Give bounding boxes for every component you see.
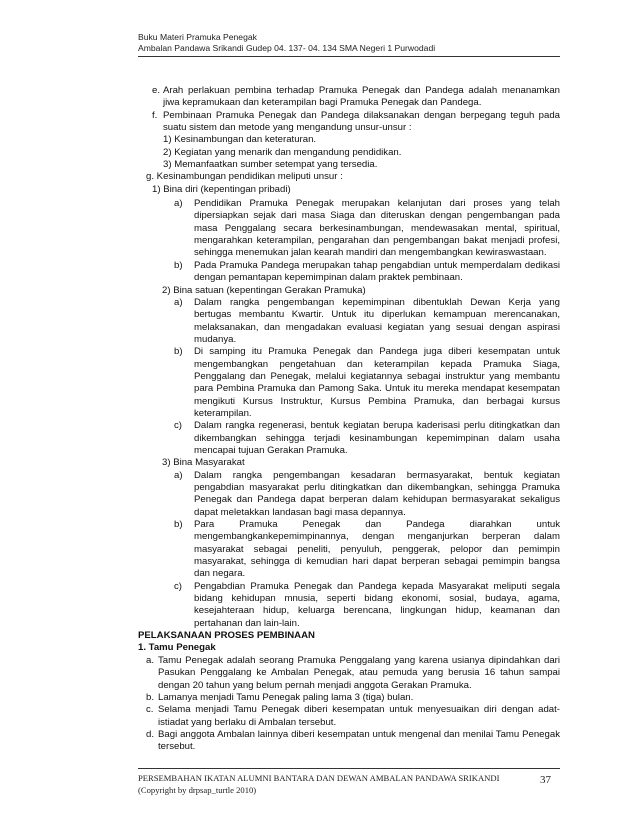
- running-header: [138, 32, 558, 54]
- item-text: Pembinaan Pramuka Penegak dan Pandega dilaksanakan dengan berpegang teguh pada suatu sistem dan metode yang mengandung unsur-unsur :: [163, 109, 560, 134]
- subsection-heading: 1. Tamu Penegak: [138, 642, 216, 654]
- sub-item-g3: 3) Bina Masyarakat: [162, 457, 245, 469]
- footer-divider: [138, 768, 560, 769]
- item-tb: [146, 692, 560, 704]
- sub-item-f2: 2) Kegiatan yang menarik dan mengandung pendidikan.: [163, 146, 402, 158]
- item-td: [146, 729, 560, 754]
- item-text: Pendidikan Pramuka Penegak merupakan kelanjutan dari proses yang telah dipersiapkan sejak dari masa Siaga dan diteruskan dengan pengembangan pada masa Penggalang secara berkesinambungan, mendewasakan mental, spiritual, mengarahkan keterampilan, pengarahan dan pengembangan bakat menjadi profesi, sehingga menemukan jalan kearah mandiri dan mengembangkan kewiraswastaan.: [194, 198, 560, 259]
- item-g: g. Kesinambungan pendidikan meliputi unsur :: [146, 171, 343, 183]
- item-label: c.: [146, 704, 154, 716]
- item-text: Bagi anggota Ambalan lainnya diberi kesempatan untuk mengenal dan menilai Tamu Penegak tersebut.: [158, 728, 560, 753]
- running-footer: [138, 772, 538, 796]
- footer-copyright: (Copyright by drpsap_turtle 2010): [138, 785, 257, 795]
- item-label: a): [174, 198, 183, 210]
- item-text: Dalam rangka pengembangan kesadaran bermasyarakat, bentuk kegiatan pengabdian masyarakat perlu ditingkatkan dan dikembangkan, sehingga Pramuka Penegak dan Pandega dapat berperan dalam kehidupan bermasyarakat sekaligus dapat meletakkan landasan bagi masa depannya.: [194, 469, 560, 518]
- item-label: f.: [152, 109, 158, 121]
- item-e: [152, 85, 560, 110]
- item-g1b: [174, 260, 560, 285]
- item-text: Para Pramuka Penegak dan Pandega diarahkan untuk mengembangkankepemimpinannya, dengan menganjurkan berperan dalam masyarakat sebagai peneliti, penyuluh, penggerak, pelopor dan pemimpin masyarakat, sehingga di kemudian hari dapat berperan sebagai pemimpin bangsa dan negara.: [194, 519, 560, 580]
- item-g1a: [174, 198, 560, 260]
- sub-item-f1: 1) Kesinambungan dan keteraturan.: [163, 134, 317, 146]
- header-book-title: Buku Materi Pramuka Penegak: [138, 32, 257, 42]
- item-label: c): [174, 580, 182, 592]
- item-g3a: [174, 470, 560, 519]
- sub-item-f3: 3) Memanfaatkan sumber setempat yang tersedia.: [163, 159, 378, 171]
- page-number: 37: [540, 774, 551, 786]
- page-body: [138, 85, 560, 754]
- item-ta: [146, 655, 560, 692]
- item-g2b: [174, 346, 560, 420]
- section-heading: PELAKSANAAN PROSES PEMBINAAN: [138, 630, 315, 642]
- item-text: Arah perlakuan pembina terhadap Pramuka Penegak dan Pandega adalah menanamkan jiwa kepramukaan dan keterampilan bagi Pramuka Penegak dan Pandega.: [163, 85, 560, 109]
- sub-item-g1: 1) Bina diri (kepentingan pribadi): [152, 183, 291, 195]
- header-unit-name: Ambalan Pandawa Srikandi Gudep 04. 137- 04. 134 SMA Negeri 1 Purwodadi: [138, 43, 436, 53]
- item-g2a: [174, 297, 560, 346]
- item-text: Pada Pramuka Pandega merupakan tahap pengabdian untuk memperdalam dedikasi dengan pemantapan kepemimpinan dalam praktek pembinaan.: [194, 259, 560, 284]
- item-text: Selama menjadi Tamu Penegak diberi kesempatan untuk menyesuaikan diri dengan adat-istiadat yang berlaku di Ambalan tersebut.: [158, 704, 560, 728]
- sub-item-g2: 2) Bina satuan (kepentingan Gerakan Pramuka): [162, 284, 366, 296]
- item-label: c): [174, 420, 182, 432]
- header-divider: [138, 56, 560, 57]
- item-text: Tamu Penegak adalah seorang Pramuka Penggalang yang karena usianya dipindahkan dari Pasukan Penggalang ke Ambalan Penegak, atau pemuda yang berusia 16 tahun sampai dengan 20 tahun yang belum pernah menjadi anggota Gerakan Pramuka.: [158, 654, 560, 691]
- item-text: Di samping itu Pramuka Penegak dan Pandega juga diberi kesempatan untuk mengembangkan pengetahuan dan keterampilan kepada Pramuka Siaga, Penggalang dan Penegak, melalui kegiatannya sebagai instruktur yang membantu para Pembina Pramuka dan Pamong Saka. Untuk itu mereka mendapat kesempatan mengikuti Kursus Instruktur, Kursus Pembina Pramuka, dan berbagai kursus keterampilan.: [194, 346, 560, 419]
- item-text: Pengabdian Pramuka Penegak dan Pandega kepada Masyarakat meliputi segala bidang kehidupan mnusia, seperti bidang ekonomi, sosial, budaya, agama, kesejahteraan hidup, keluarga berencana, lingkungan hidup, keamanan dan pertahanan dan lain-lain.: [194, 580, 560, 629]
- item-label: a.: [146, 654, 155, 666]
- item-label: a): [174, 296, 183, 308]
- item-text: Dalam rangka pengembangan kepemimpinan dibentuklah Dewan Kerja yang bertugas membantu Kwartir. Untuk itu diperlukan kemampuan merencanakan, melaksanakan, dan mengadakan evaluasi kegiatan yang sesuai dengan aspirasi mudanya.: [194, 296, 560, 345]
- item-label: b): [174, 259, 183, 271]
- item-label: b): [174, 519, 183, 531]
- item-label: a): [174, 469, 183, 481]
- item-g3b: [174, 519, 560, 581]
- footer-dedication: PERSEMBAHAN IKATAN ALUMNI BANTARA DAN DEWAN AMBALAN PANDAWA SRIKANDI: [138, 773, 500, 783]
- item-label: b): [174, 346, 183, 358]
- item-text: Dalam rangka regenerasi, bentuk kegiatan berupa kaderisasi perlu ditingkatkan dan dikembangkan sehingga terjadi kesinambungan kepemimpinan dalam usaha mencapai tujuan Gerakan Pramuka.: [194, 420, 560, 456]
- item-g2c: [174, 420, 560, 457]
- item-f: [152, 110, 560, 135]
- item-label: b.: [146, 691, 155, 703]
- item-tc: [146, 704, 560, 729]
- item-label: d.: [146, 728, 155, 740]
- item-label: e.: [152, 85, 161, 96]
- item-text: Lamanya menjadi Tamu Penegak paling lama 3 (tiga) bulan.: [158, 691, 414, 703]
- item-g3c: [174, 581, 560, 630]
